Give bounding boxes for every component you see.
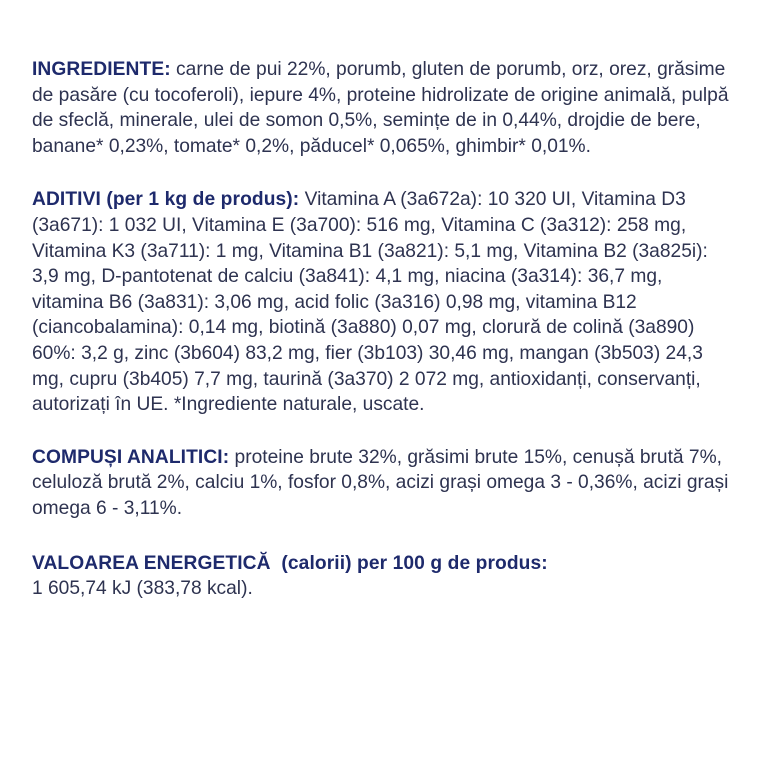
ingredients-section: [32, 57, 738, 159]
additives-heading: ADITIVI (per 1 kg de produs):: [32, 189, 300, 211]
additives-text: Vitamina A (3a672a): 10 320 UI, Vitamina D3 (3a671): 1 032 UI, Vitamina E (3a700): 516 mg, Vitamina C (3a312): 258 mg, Vitamina K3 (3a711): 1 mg, Vitamina B1 (3a821): 5,1 mg, Vitamina B2 (3a825i): 3,9 mg, D-pantotenat de calciu (3a841): 4,1 mg, niacina (3a314): 36,7 mg, vitamina B6 (3a831): 3,06 mg, acid folic (3a316) 0,98 mg, vitamina B12 (ciancobalamina): 0,14 mg, biotină (3a880) 0,07 mg, clorură de colină (3a890) 60%: 3,2 g, zinc (3b604) 83,2 mg, fier (3b103) 30,46 mg, mangan (3b503) 24,3 mg, cupru (3b405) 7,7 mg, taurină (3a370) 2 072 mg, antioxidanți, conservanți, autorizați în UE. *Ingrediente naturale, uscate.: [32, 189, 708, 416]
energy-value-section: [32, 551, 738, 602]
product-composition-text: [32, 57, 738, 630]
analytical-constituents-section: [32, 445, 738, 522]
energy-value-text: 1 605,74 kJ (383,78 kcal).: [32, 578, 253, 600]
additives-section: [32, 187, 738, 417]
ingredients-heading: INGREDIENTE:: [32, 59, 171, 80]
ingredients-text: carne de pui 22%, porumb, gluten de porumb, orz, orez, grăsime de pasăre (cu tocoferoli), iepure 4%, proteine hidrolizate de origine animală, pulpă de sfeclă, minerale, ulei de somon 0,5%, semințe de in 0,44%, drojdie de bere, banane* 0,23%, tomate* 0,2%, păducel* 0,065%, ghimbir* 0,01%.: [32, 59, 729, 157]
energy-value-heading: VALOAREA ENERGETICĂ (calorii) per 100 g de produs:: [32, 552, 548, 574]
analytical-constituents-text: proteine brute 32%, grăsimi brute 15%, cenușă brută 7%, celuloză brută 2%, calciu 1%, fosfor 0,8%, acizi grași omega 3 - 0,36%, acizi grași omega 6 - 3,11%.: [32, 446, 729, 519]
analytical-constituents-heading: COMPUȘI ANALITICI:: [32, 446, 230, 468]
